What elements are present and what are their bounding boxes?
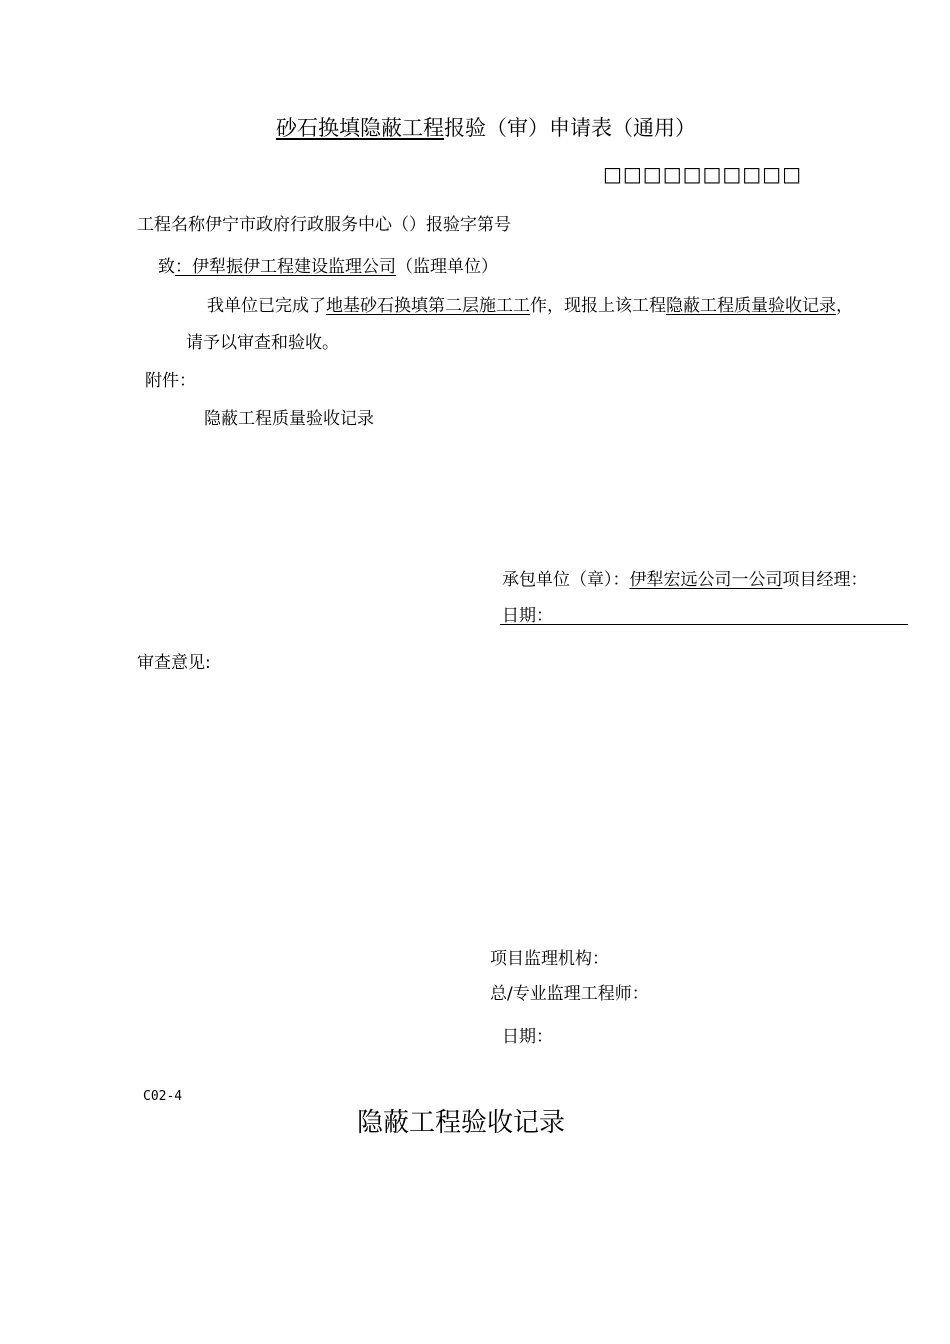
recipient-suffix: （监理单位） bbox=[396, 257, 498, 277]
form-title bbox=[276, 114, 696, 142]
form-code-boxes: □□□□□□□□□□ bbox=[603, 162, 802, 186]
supervision-date-label: 日期： bbox=[502, 1027, 553, 1047]
attachment-item: 隐蔽工程质量验收记录 bbox=[204, 409, 374, 429]
form-title-subject: 砂石换填隐蔽工程 bbox=[276, 116, 444, 140]
contractor-date-label: 日期： bbox=[502, 606, 553, 626]
project-name-line: 工程名称伊宁市政府行政服务中心（）报验字第号 bbox=[137, 215, 511, 235]
review-opinion-label: 审查意见: bbox=[137, 653, 211, 673]
body-work-item: 地基砂石换填第二层施工工 bbox=[326, 296, 530, 316]
body-text-1: 我单位已完成了 bbox=[207, 296, 326, 316]
supervision-org-label: 项目监理机构： bbox=[490, 949, 609, 969]
body-punct: ， bbox=[836, 296, 853, 316]
body-line-1 bbox=[207, 295, 853, 317]
body-record-name: 隐蔽工程质量验收记录 bbox=[666, 296, 836, 316]
body-text-2: 作，现报上该工程 bbox=[530, 296, 666, 316]
recipient-name: ：伊犁振伊工程建设监理公司 bbox=[175, 257, 396, 277]
body-line-2: 请予以审查和验收。 bbox=[186, 333, 339, 353]
form-number: C02-4 bbox=[143, 1089, 183, 1104]
contractor-line bbox=[502, 569, 868, 591]
project-manager-label: 项目经理： bbox=[782, 570, 868, 590]
contractor-name: 伊犁宏远公司一公司 bbox=[629, 570, 783, 590]
supervision-engineer-label: 总/专业监理工程师： bbox=[490, 984, 649, 1004]
recipient-line bbox=[158, 256, 498, 278]
attachment-label: 附件： bbox=[145, 371, 196, 391]
contractor-date-rule bbox=[500, 624, 908, 625]
form-title-rest: 报验（审）申请表（通用） bbox=[444, 116, 696, 140]
contractor-label: 承包单位（章）： bbox=[502, 570, 630, 590]
recipient-prefix: 致 bbox=[158, 257, 175, 277]
record-title: 隐蔽工程验收记录 bbox=[357, 1108, 566, 1138]
